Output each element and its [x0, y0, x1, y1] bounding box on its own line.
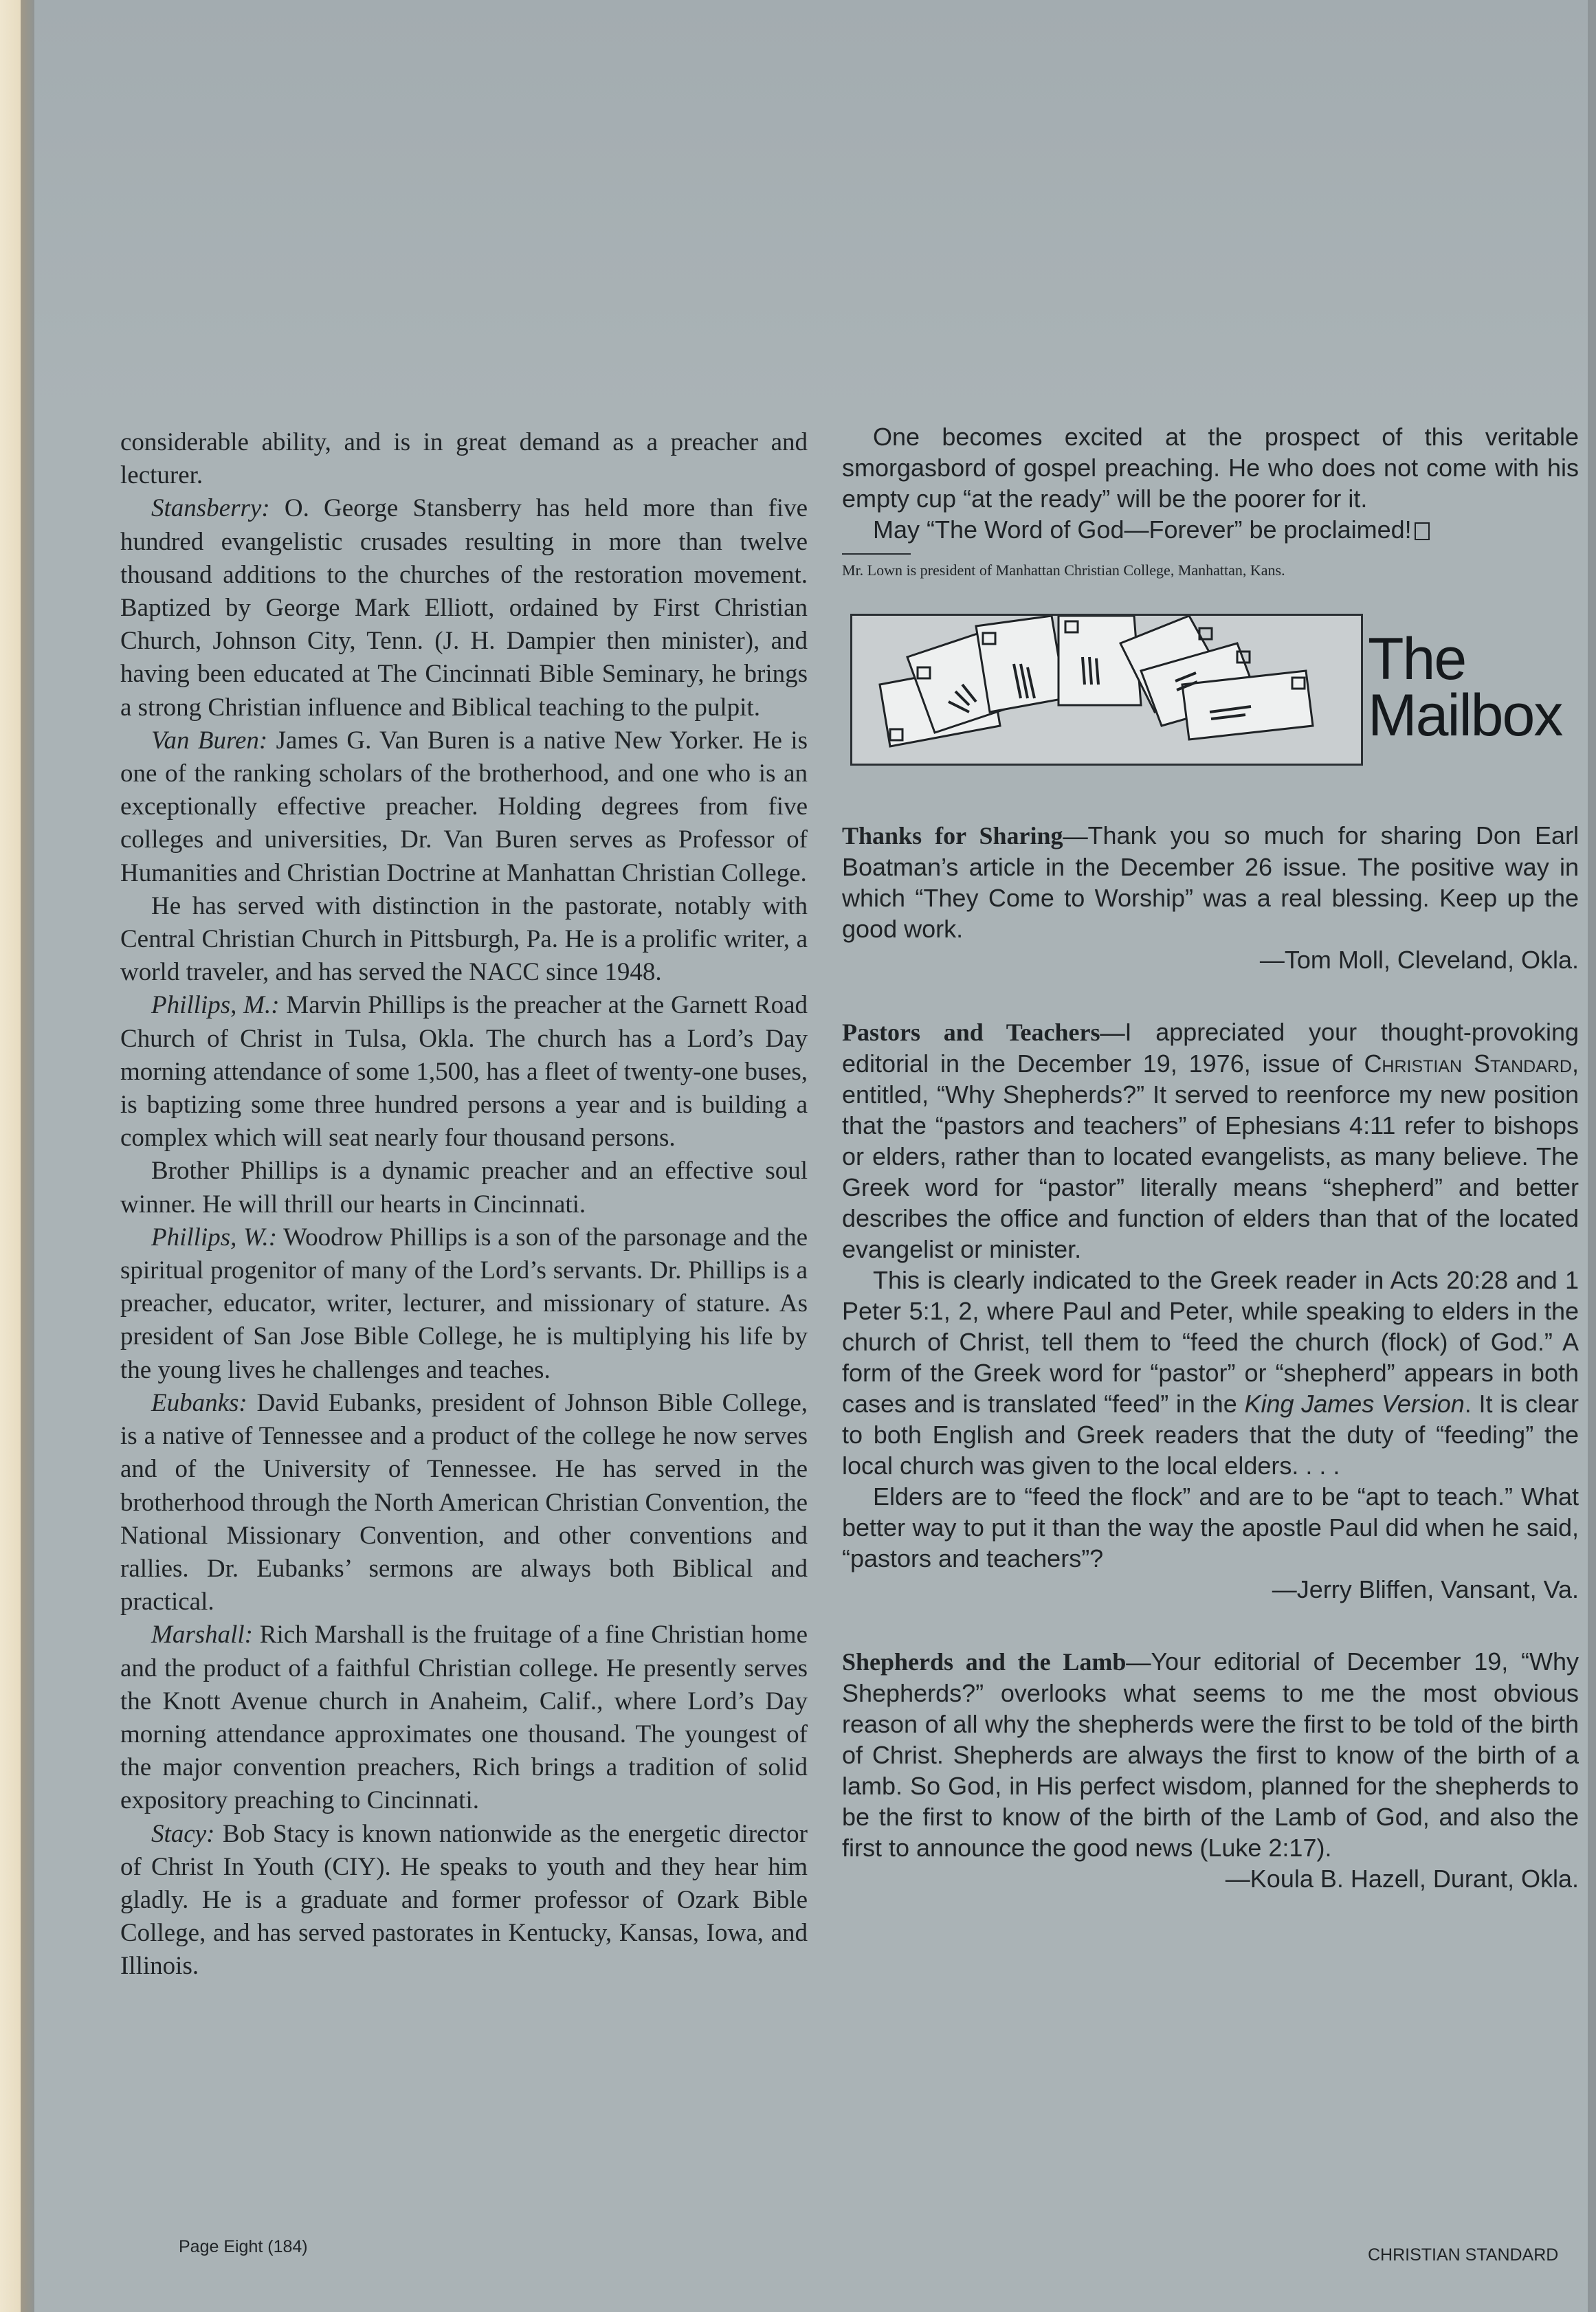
bio-name: Eubanks: — [151, 1388, 247, 1417]
left-column — [120, 426, 808, 1983]
author-footnote: Mr. Lown is president of Manhattan Christian College, Manhattan, Kans. — [842, 562, 1285, 579]
letter-signature: —Jerry Bliffen, Vansant, Va. — [1272, 1575, 1579, 1603]
letter-text: . It is clear to both English and Greek readers that the duty of “feeding” the local church was given to the local elders. . . . — [842, 1390, 1579, 1480]
bio-stacy — [120, 1818, 808, 1983]
bio-eubanks — [120, 1387, 808, 1619]
show-through-ghost-text — [296, 137, 1395, 344]
bio-stansberry — [120, 492, 808, 724]
bio-marshall — [120, 1619, 808, 1817]
letter-paragraph — [842, 1265, 1579, 1481]
bio-text: James G. Van Buren is a native New Yorker. He is one of the ranking scholars of the brotherhood, and one who is an exceptionally effective preacher. Holding degrees from five colleges and universities, Dr. Van Buren serves as Professor of Humanities and Christian Doctrine at Manhattan Christian College. — [120, 726, 808, 887]
letter-shepherds-and-lamb — [842, 1646, 1579, 1863]
letter-heading: Pastors and Teachers— — [842, 1019, 1125, 1046]
bio-text: David Eubanks, president of Johnson Bible College, is a native of Tennessee and a product of the college he now serves and of the University of Tennessee. He has served in the brotherhood through the North American Christian Convention, the National Missionary Convention, and other conventions and rallies. Dr. Eubanks’ sermons are always both Biblical and practical. — [120, 1388, 808, 1616]
letter-thanks-for-sharing — [842, 820, 1579, 944]
bio-name: Phillips, W.: — [151, 1223, 278, 1252]
right-column — [842, 421, 1579, 1894]
letter-paragraph: Elders are to “feed the flock” and are to be “apt to teach.” What better way to put it than the way the apostle Paul did when he said, “pastors and teachers”? — [842, 1482, 1579, 1572]
letter-heading: Thanks for Sharing— — [842, 822, 1088, 849]
letter-text: Your editorial of December 19, “Why Shepherds?” overlooks what seems to me the most obvious reason of all why the shepherds were the first to be told of the birth of Christ. Shepherds are always the first to know of the birth of a lamb. So God, in His perfect wisdom, planned for the shepherds to be the first to know of the birth of the Lamb of God, and also the first to announce the good news (Luke 2:17). — [842, 1647, 1579, 1862]
letter-pastors-and-teachers — [842, 1016, 1579, 1265]
mailbox-header — [842, 614, 1579, 786]
bio-name: Van Buren: — [151, 726, 268, 755]
bio-text: Woodrow Phillips is a son of the parsonage and the spiritual progenitor of many of the Lord’s servants. Dr. Phillips is a preacher, educator, writer, lecturer, and missionary of stature. As president of San Jose Bible College, he is multiplying his life by the young lives he challenges and teaches. — [120, 1223, 808, 1384]
bio-text: Rich Marshall is the fruitage of a fine Christian home and the product of a faithful Christian college. He presently serves the Knott Avenue church in Anaheim, Calif., where Lord’s Day morning attendance approximates one thousand. The youngest of the major convention preachers, Rich brings a tradition of solid expository preaching to Cincinnati. — [120, 1621, 808, 1815]
letter-signature: —Koula B. Hazell, Durant, Okla. — [1225, 1865, 1579, 1893]
letter-text: I appreciated your thought-provoking editorial in the December 19, 1976, issue of — [842, 1018, 1579, 1078]
letter-signature: —Tom Moll, Cleveland, Okla. — [1259, 946, 1579, 974]
mailbox-title-line-2: Mailbox — [1368, 682, 1562, 748]
bio-name: Stacy: — [151, 1819, 215, 1848]
letter-text: , entitled, “Why Shepherds?” It served to reenforce my new position that the “pastors and teachers” of Ephesians 4:11 refer to bishops or elders, rather than to located evangelists, as many believe. The Greek word for “pastor” literally means “shepherd” and better describes the office and function of elders than that of the located evangelist or minister. — [842, 1049, 1579, 1263]
mailbox-title-line-1: The — [1368, 626, 1466, 692]
bio-name: Marshall: — [151, 1621, 253, 1649]
magazine-footer-title: CHRISTIAN STANDARD — [1368, 2245, 1559, 2265]
closing-line — [842, 514, 1579, 545]
mailbox-title — [1368, 626, 1579, 748]
paragraph-continued: considerable ability, and is in great demand as a preacher and lecturer. — [120, 428, 808, 490]
bio-name: Phillips, M.: — [151, 991, 280, 1020]
letter-heading: Shepherds and the Lamb— — [842, 1648, 1151, 1676]
bio-phillips-m-continued: Brother Phillips is a dynamic preacher and an effective soul winner. He will thrill our hearts in Cincinnati. — [120, 1157, 808, 1219]
envelopes-icon — [852, 616, 1361, 764]
end-mark-icon — [1415, 522, 1430, 540]
letter-text: Thank you so much for sharing Don Earl Boatman’s article in the December 26 issue. The positive way in which “They Come to Worship” was a real blessing. Keep up the good work. — [842, 821, 1579, 943]
bio-phillips-m — [120, 989, 808, 1155]
bio-name: Stansberry: — [151, 494, 270, 523]
bio-van-buren — [120, 724, 808, 890]
bio-text: Marvin Phillips is the preacher at the Garnett Road Church of Christ in Tulsa, Okla. The church has a Lord’s Day morning attendance of some 1,500, has a fleet of twenty-one buses, is baptizing some three hundred persons a year and is building a complex which will seat nearly four thousand persons. — [120, 991, 808, 1153]
bio-text: O. George Stansberry has held more than five hundred evangelistic crusades resulting in more than twelve thousand additions to the churches of the restoration movement. Baptized by George Mark Elliott, ordained by First Christian Church, Johnson City, Tenn. (J. H. Dampier then minister), and having been educated at The Cincinnati Bible Seminary, he brings a strong Christian influence and Biblical teaching to the pulpit. — [120, 494, 808, 722]
letter-text: This is clearly indicated to the Greek reader in Acts 20:28 and 1 Peter 5:1, 2, where Paul and Peter, while speaking to elders in the church of Christ, tell them to “feed the church (flock) of God.” A form of the Greek word for “pastor” or “shepherd” appears in both cases and is translated “feed” in the — [842, 1266, 1579, 1418]
bio-text: Bob Stacy is known nationwide as the energetic director of Christ In Youth (CIY). He speaks to youth and they hear him gladly. He is a graduate and former professor of Ozark Bible College, and has served pastorates in Kentucky, Kansas, Iowa, and Illinois. — [120, 1819, 808, 1981]
bio-van-buren-continued: He has served with distinction in the pastorate, notably with Central Christian Church in Pittsburgh, Pa. He is a prolific writer, a world traveler, and has served the NACC since 1948. — [120, 891, 808, 987]
page-number: Page Eight (184) — [179, 2237, 308, 2256]
bio-phillips-w — [120, 1221, 808, 1387]
magazine-name: Christian Standard — [1364, 1049, 1572, 1078]
footnote-rule — [842, 553, 911, 555]
closing-line-text: May “The Word of God—Forever” be proclaimed! — [873, 515, 1412, 544]
closing-paragraph: One becomes excited at the prospect of this veritable smorgasbord of gospel preaching. He who does not come with his empty cup “at the ready” will be the poorer for it. — [842, 423, 1579, 513]
bible-version: King James Version — [1244, 1390, 1465, 1418]
envelopes-illustration — [850, 614, 1363, 766]
